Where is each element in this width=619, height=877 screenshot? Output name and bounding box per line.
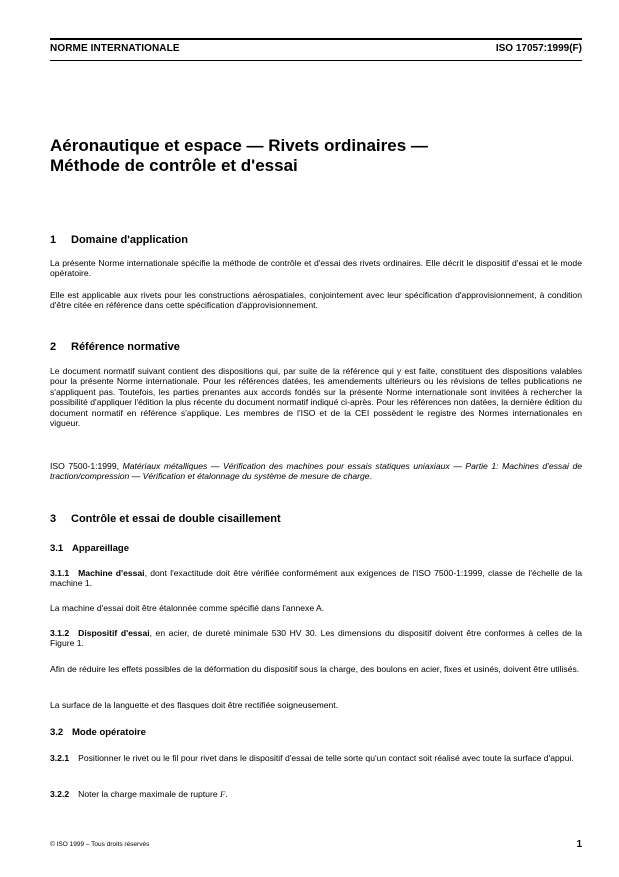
clause-text: , en acier, de dureté minimale 530 HV 30. Les dimensions du dispositif doivent être conformes à celles de la Figure 1. xyxy=(50,628,582,649)
clause-number: 3.2.2 xyxy=(50,789,70,799)
reference-code: ISO 7500-1:1999, xyxy=(50,461,120,471)
section-1-heading xyxy=(50,234,188,246)
section-1-paragraph-1: La présente Norme internationale spécifie la méthode de contrôle et d'essai des rivets ordinaires. Elle décrit le dispositif d'essai et le mode opératoire. xyxy=(50,258,582,279)
reference-end: . xyxy=(369,471,372,482)
reference-title: Matériaux métalliques — Vérification des machines pour essais statiques uniaxiaux — Partie 1: Machines d'essai de traction/compression — Vérification et étalonnage du système de mesure de charge xyxy=(50,461,582,482)
section-title: Référence normative xyxy=(71,341,180,353)
clause-3-1-2 xyxy=(50,628,582,649)
title-line-1: Aéronautique et espace — Rivets ordinaires — xyxy=(50,136,428,155)
subsection-title: Appareillage xyxy=(72,543,130,554)
clause-3-2-2 xyxy=(50,789,582,799)
section-number: 3 xyxy=(50,513,57,525)
clause-text: , dont l'exactitude doit être vérifiée conformément aux exigences de l'ISO 7500-1:1999, classe de l'échelle de la machine 1. xyxy=(50,568,582,589)
subsection-number: 3.1 xyxy=(50,543,64,554)
calibration-paragraph: La machine d'essai doit être étalonnée comme spécifié dans l'annexe A. xyxy=(50,603,325,613)
clause-3-2-1 xyxy=(50,753,582,763)
section-2-heading xyxy=(50,341,180,353)
deformation-paragraph: Afin de réduire les effets possibles de la déformation du dispositif sous la charge, des boulons en acier, fixes et usinés, doivent être utilisés. xyxy=(50,664,580,674)
page-number: 1 xyxy=(576,839,582,850)
section-2-paragraph-1: Le document normatif suivant contient des dispositions qui, par suite de la référence qui y est faite, constituent des dispositions valables pour la présente Norme internationale. Pour les références datées, les amendements ultérieurs ou les révisions de telles publications ne s'appliquent pas. Toutefois, les parties prenantes aux accords fondés sur la présente Norme internationale sont invitées à rechercher la possibilité d'appliquer l'édition la plus récente du document normatif indiqué ci-après. Pour les références non datées, la dernière édition du document normatif en référence s'applique. Les membres de l'ISO et de la CEI possèdent le registre des Normes internationales en vigueur. xyxy=(50,366,582,429)
title-line-2: Méthode de contrôle et d'essai xyxy=(50,156,298,175)
clause-text: Positionner le rivet ou le fil pour rivet dans le dispositif d'essai de telle sorte qu'un contact soit réalisé avec toute la surface d'appui. xyxy=(78,753,574,763)
section-3-heading xyxy=(50,513,281,525)
subsection-3-2-heading xyxy=(50,727,146,738)
clause-number: 3.1.2 xyxy=(50,628,70,638)
clause-term: Dispositif d'essai xyxy=(78,628,150,638)
document-type: NORME INTERNATIONALE xyxy=(50,43,180,54)
subsection-title: Mode opératoire xyxy=(72,727,146,738)
page-title xyxy=(50,136,582,176)
section-title: Domaine d'application xyxy=(71,234,188,246)
normative-reference xyxy=(50,461,582,482)
document-reference: ISO 17057:1999(F) xyxy=(495,43,582,54)
load-variable: F xyxy=(220,789,226,799)
copyright-notice: © ISO 1999 – Tous droits réservés xyxy=(50,841,150,848)
clause-text: Noter la charge maximale de rupture xyxy=(78,789,220,799)
subsection-3-1-heading xyxy=(50,543,129,554)
clause-number: 3.1.1 xyxy=(50,568,70,578)
section-title: Contrôle et essai de double cisaillement xyxy=(71,513,281,525)
section-1-paragraph-2: Elle est applicable aux rivets pour les constructions aérospatiales, conjointement avec leur spécification d'approvisionnement, à condition d'être citée en référence dans cette spécification d'approvisionnement. xyxy=(50,290,582,311)
clause-3-1-1 xyxy=(50,568,582,589)
subsection-number: 3.2 xyxy=(50,727,64,738)
clause-number: 3.2.1 xyxy=(50,753,70,763)
header-top-rule xyxy=(50,38,582,40)
clause-end: . xyxy=(225,789,228,799)
header-bottom-rule xyxy=(50,60,582,61)
section-number: 1 xyxy=(50,234,57,246)
section-number: 2 xyxy=(50,341,57,353)
clause-term: Machine d'essai xyxy=(78,568,145,578)
surface-paragraph: La surface de la languette et des flasques doit être rectifiée soigneusement. xyxy=(50,700,339,710)
